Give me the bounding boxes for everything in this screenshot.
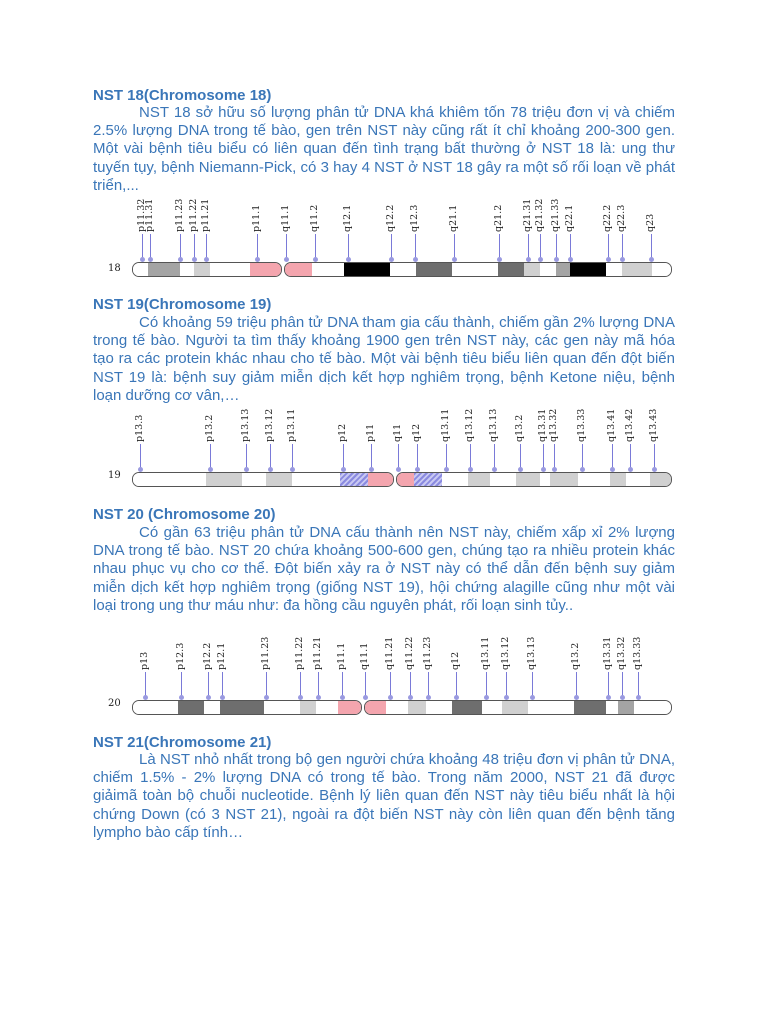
section-heading: NST 19(Chromosome 19) [93,296,272,313]
band-label: q22.1 [564,204,575,232]
chromosome-band [574,701,606,714]
band-label: q21.2 [493,204,504,232]
chromosome-band [368,473,394,486]
band-tick [651,234,652,260]
band-label: p11.32 [136,198,147,232]
band-label: q21.1 [448,204,459,232]
band-tick [532,672,533,698]
section-heading: NST 21(Chromosome 21) [93,734,272,751]
band-tick [391,234,392,260]
band-label: q13.31 [602,636,613,670]
band-tick [608,234,609,260]
band-tick [208,672,209,698]
band-tick [194,234,195,260]
band-label: p13.12 [264,408,275,442]
band-label: q21.32 [534,198,545,232]
band-tick [486,672,487,698]
band-label: q11.22 [404,636,415,670]
chromosome-band [556,263,570,276]
band-tick [428,672,429,698]
chromosome-number: 20 [108,698,121,709]
band-label: p11.1 [251,204,262,232]
band-label: q22.3 [616,204,627,232]
chromosome-band [634,701,672,714]
band-tick [342,672,343,698]
chromosome-band [194,263,210,276]
section-paragraph: Có gần 63 triệu phân tử DNA cấu thành nên NST này, chiếm xấp xỉ 2% lượng DNA trong tế bào. NST 20 chứa khoảng 500-600 gen, chúng tạo ra nhiều protein khác nhau phục vụ cho cơ thể. Đột biến xảy ra ở NST này có thể dẫn đến bệnh suy giảm miễn dịch kết hợp nghiêm trọng (giống NST 19), hội chứng alagille cũng như một vài loại trong ung thư máu như: đa hồng cầu nguyên phát, rối loạn sinh tủy.. [93,524,675,614]
band-label: q13.33 [632,636,643,670]
band-tick [528,234,529,260]
chromosome-band [540,263,556,276]
chromosome-band [408,701,426,714]
chromosome-band [344,263,390,276]
chromosome-band [468,473,490,486]
band-label: q11.2 [309,204,320,232]
chromosome-band [132,473,206,486]
band-label: q11.1 [359,642,370,670]
chromosome-band [442,473,468,486]
chromosome-band [570,263,606,276]
chromosome-band [610,473,626,486]
band-tick [292,444,293,470]
band-label: p13.3 [134,414,145,442]
band-label: q11 [392,423,403,442]
band-label: p11.22 [294,636,305,670]
chromosome-band [626,473,650,486]
band-tick [499,234,500,260]
band-tick [554,444,555,470]
band-label: q22.2 [602,204,613,232]
chromosome-band [284,263,312,276]
band-tick [343,444,344,470]
band-tick [210,444,211,470]
chromosome-band [386,701,408,714]
band-tick [612,444,613,470]
band-tick [576,672,577,698]
q-arm [396,472,672,487]
chromosome-band [242,473,266,486]
chromosome-band [340,473,368,486]
chromosome-band [652,263,672,276]
chromosome-band [206,473,242,486]
band-tick [286,234,287,260]
chromosome-band [264,701,300,714]
chromosome-band [316,701,338,714]
chromosome-band [502,701,528,714]
band-tick [318,672,319,698]
band-tick [206,234,207,260]
chromosome-band [622,263,652,276]
chromosome-band [618,701,634,714]
band-label: p11.21 [200,198,211,232]
band-label: q21.33 [550,198,561,232]
band-label: p13.13 [240,408,251,442]
band-tick [222,672,223,698]
section-paragraph: Có khoảng 59 triệu phân tử DNA tham gia cấu thành, chiếm gần 2% lượng DNA trong tế bào. Người ta tìm thấy khoảng 1900 gen trên NST này, các gen này mã hóa tạo ra các protein khác nhau cho tế bào. Một vài bệnh tiêu biểu liên quan đến đột biến NST 19 là: bệnh suy giảm miễn dịch kết hợp nghiêm trọng, bệnh Ketone niệu, bệnh loạn dưỡng cơ vân,… [93,314,675,404]
p-arm [132,262,282,277]
band-tick [257,234,258,260]
chromosome-band [550,473,578,486]
band-tick [630,444,631,470]
band-tick [398,444,399,470]
chromosome-band [210,263,224,276]
chromosome-band [390,263,416,276]
chromosome-band [490,473,516,486]
chromosome-band [132,263,148,276]
band-tick [371,444,372,470]
chromosome-number: 19 [108,470,121,481]
band-tick [142,234,143,260]
band-label: p11.31 [144,198,155,232]
band-label: q13.12 [500,636,511,670]
chromosome-band [220,701,264,714]
band-tick [390,672,391,698]
p-arm [132,472,394,487]
band-label: q13.2 [570,642,581,670]
band-label: p13 [139,651,150,670]
chromosome-band [180,263,194,276]
band-tick [315,234,316,260]
band-label: p11.23 [174,198,185,232]
band-label: q13.41 [606,408,617,442]
chromosome-band [414,473,442,486]
section-paragraph: NST 18 sở hữu số lượng phân tử DNA khá khiêm tốn 78 triệu đơn vị và chiếm 2.5% lượng DNA trong tế bào, gen trên NST này cũng rất ít chỉ khoảng 200-300 gen. Một vài bệnh tiêu biểu có liên quan đến tình trạng bất thường ở NST 18 là: ung thư tuyến tụy, bệnh Niemann-Pick, có 3 hay 4 NST ở NST 18 gây ra một số rối loạn về phát triển,... [93,104,675,194]
band-label: p12.3 [175,642,186,670]
band-label: p13.2 [204,414,215,442]
band-label: q13.2 [514,414,525,442]
band-label: q13.13 [526,636,537,670]
chromosome-band [300,701,316,714]
band-label: p11.22 [188,198,199,232]
chromosome-band [516,473,540,486]
p-arm [132,700,362,715]
chromosome-band [650,473,672,486]
band-label: q13.32 [616,636,627,670]
chromosome-band [266,473,292,486]
band-label: p12.1 [216,642,227,670]
band-tick [145,672,146,698]
chromosome-band [482,701,502,714]
band-label: q21.31 [522,198,533,232]
band-label: q12.3 [409,204,420,232]
band-tick [543,444,544,470]
band-tick [415,234,416,260]
q-arm [284,262,672,277]
band-label: p11 [365,423,376,442]
q-arm [364,700,672,715]
band-label: q12.2 [385,204,396,232]
chromosome-band [606,263,622,276]
chromosome-band [250,263,282,276]
band-label: q11.1 [280,204,291,232]
band-tick [270,444,271,470]
band-tick [520,444,521,470]
band-label: q13.11 [440,408,451,442]
band-tick [266,672,267,698]
chromosome-band [498,263,524,276]
band-tick [365,672,366,698]
band-tick [622,672,623,698]
chromosome-number: 18 [108,263,121,274]
section-paragraph: Là NST nhỏ nhất trong bộ gen người chứa khoảng 48 triệu đơn vị phân tử DNA, chiếm 1.5% - 2% lượng DNA có trong tế bào. Trong năm 2000, NST 21 đã được giảimã toàn bộ chuỗi nucleotide. Bệnh lý liên quan đến NST này tiêu biểu nhất là hội chứng Down (có 3 NST 21), ngoài ra đột biến NST này còn liên quan đến bệnh tăng lympho bào cấp tính… [93,751,675,841]
band-label: q13.42 [624,408,635,442]
chromosome-18-ideogram [108,198,678,282]
chromosome-20-ideogram [108,636,678,717]
band-tick [150,234,151,260]
band-tick [446,444,447,470]
chromosome-band [528,701,574,714]
band-tick [582,444,583,470]
band-tick [608,672,609,698]
band-tick [556,234,557,260]
band-tick [140,444,141,470]
band-tick [417,444,418,470]
chromosome-band [540,473,550,486]
band-label: q13.12 [464,408,475,442]
chromosome-band [452,701,482,714]
chromosome-band [364,701,386,714]
band-tick [570,234,571,260]
band-label: q12.1 [342,204,353,232]
band-tick [246,444,247,470]
band-label: p12 [337,423,348,442]
band-tick [456,672,457,698]
band-tick [506,672,507,698]
band-tick [470,444,471,470]
band-label: q13.43 [648,408,659,442]
chromosome-band [578,473,610,486]
band-tick [494,444,495,470]
chromosome-band [292,473,340,486]
band-tick [300,672,301,698]
band-tick [540,234,541,260]
band-tick [180,234,181,260]
chromosome-band [416,263,452,276]
chromosome-band [178,701,204,714]
band-tick [454,234,455,260]
band-label: q13.13 [488,408,499,442]
chromosome-band [452,263,498,276]
band-tick [638,672,639,698]
chromosome-band [396,473,414,486]
band-label: p11.23 [260,636,271,670]
band-tick [622,234,623,260]
band-label: q11.23 [422,636,433,670]
band-label: q23 [645,213,656,232]
band-label: p12.2 [202,642,213,670]
band-label: q11.21 [384,636,395,670]
band-label: p11.21 [312,636,323,670]
chromosome-band [148,263,180,276]
band-label: q12 [411,423,422,442]
section-heading: NST 18(Chromosome 18) [93,87,272,104]
band-label: q13.31 [537,408,548,442]
band-tick [181,672,182,698]
chromosome-19-ideogram [108,408,678,489]
band-tick [654,444,655,470]
section-heading: NST 20 (Chromosome 20) [93,506,276,523]
band-tick [348,234,349,260]
chromosome-band [224,263,250,276]
band-label: q13.32 [548,408,559,442]
band-label: p13.11 [286,408,297,442]
band-label: q13.33 [576,408,587,442]
chromosome-band [426,701,452,714]
band-label: p11.1 [336,642,347,670]
chromosome-band [524,263,540,276]
chromosome-band [204,701,220,714]
band-tick [410,672,411,698]
band-label: q13.11 [480,636,491,670]
chromosome-band [606,701,618,714]
chromosome-band [338,701,362,714]
band-label: q12 [450,651,461,670]
chromosome-band [312,263,344,276]
chromosome-band [132,701,178,714]
